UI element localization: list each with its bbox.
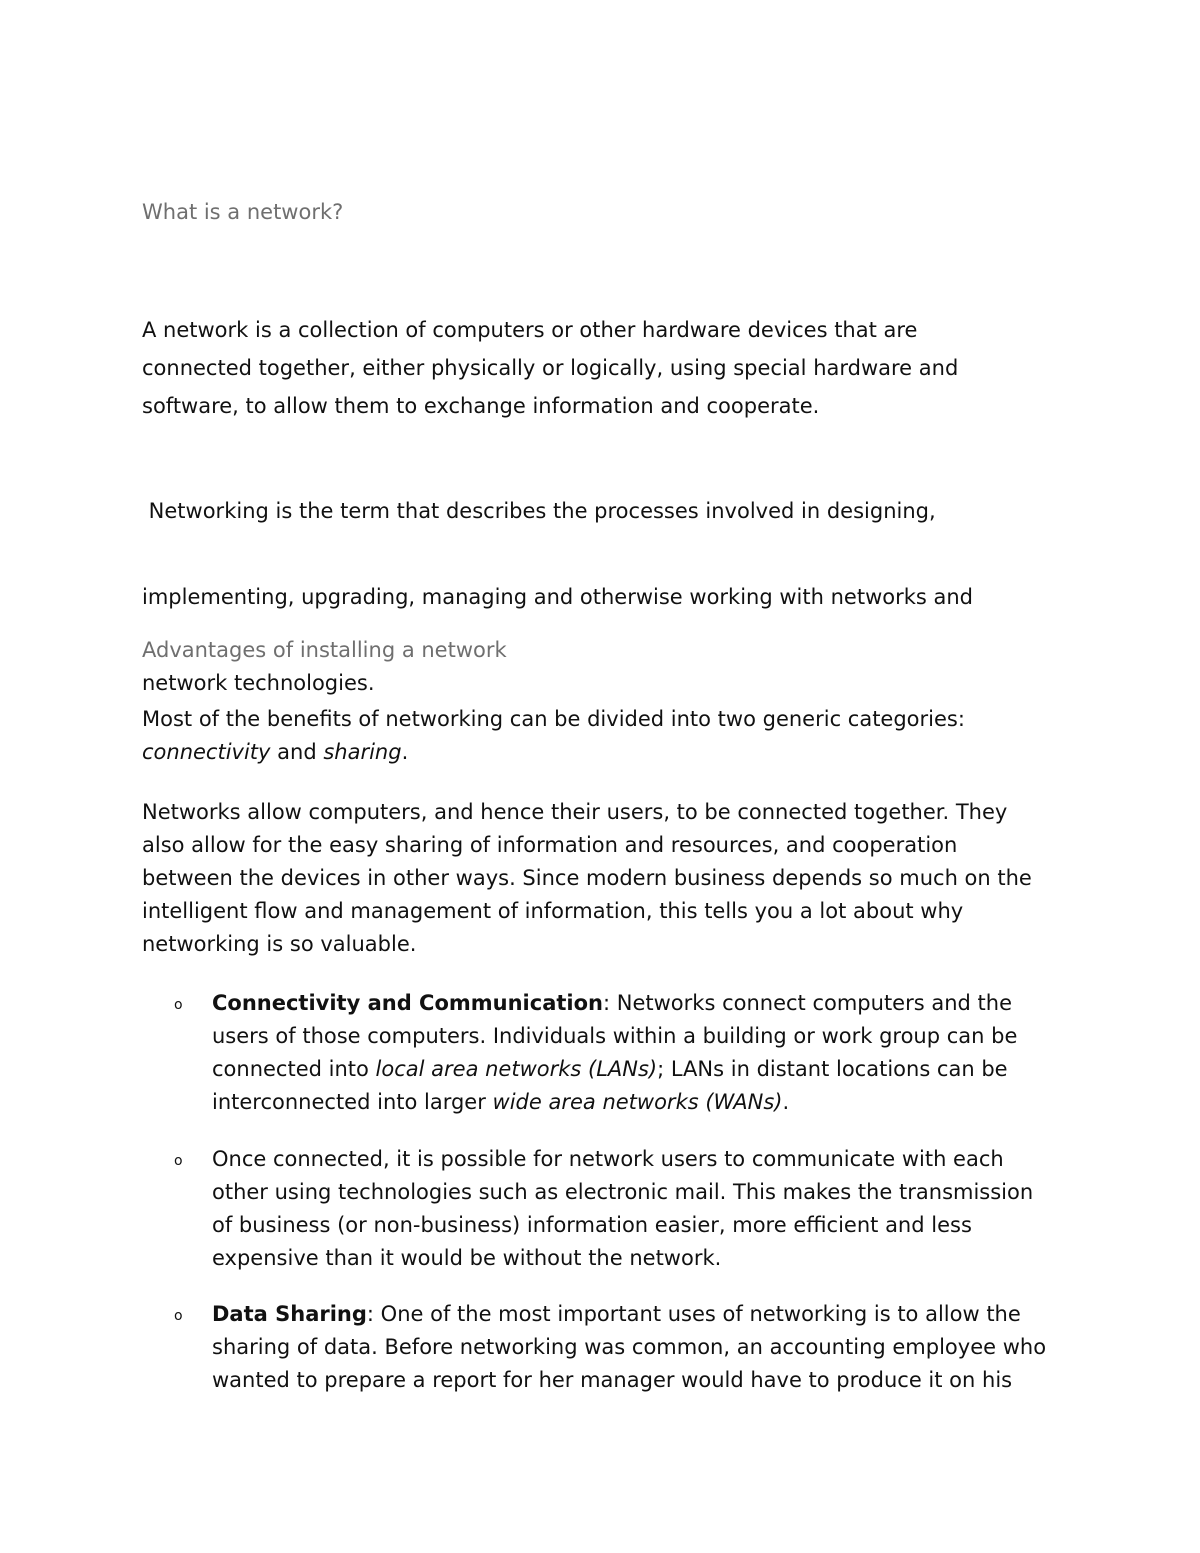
text-line [142, 736, 1072, 769]
text-line: expensive than it would be without the network. [212, 1246, 722, 1270]
text-line: other using technologies such as electronic mail. This makes the transmission [212, 1180, 1034, 1204]
paragraph-networks-allow [142, 796, 1072, 961]
text-line: also allow for the easy sharing of information and resources, and cooperation [142, 833, 958, 857]
text-line [212, 987, 1092, 1020]
text-line: between the devices in other ways. Since modern business depends so much on the [142, 866, 1032, 890]
text-segment: One of the most important uses of networking is to allow the [380, 1302, 1021, 1326]
text-line [212, 1053, 1092, 1086]
text-line: Networks allow computers, and hence their users, to be connected together. They [142, 800, 1008, 824]
heading-what-is-network: What is a network? [142, 200, 344, 224]
bullet-circle-icon: o [174, 1308, 183, 1324]
term-wans: wide area networks (WANs) [492, 1090, 783, 1114]
text-line: Once connected, it is possible for network users to communicate with each [212, 1147, 1004, 1171]
text-line: A network is a collection of computers or other hardware devices that are [142, 318, 918, 342]
text-line: of business (or non-business) information easier, more efficient and less [212, 1213, 972, 1237]
list-item-communicate [174, 1143, 1092, 1275]
text-line: Networking is the term that describes the processes involved in designing, [142, 499, 936, 523]
text-segment: . [782, 1090, 790, 1114]
list-item-data-sharing [174, 1298, 1092, 1397]
label-data-sharing: Data Sharing [212, 1302, 367, 1326]
text-line: connected together, either physically or logically, using special hardware and [142, 356, 959, 380]
colon-text: : [603, 991, 617, 1015]
label-connectivity-communication: Connectivity and Communication [212, 991, 603, 1015]
colon-text: : [366, 1302, 381, 1326]
heading-advantages: Advantages of installing a network [142, 638, 507, 662]
end-text: . [401, 740, 409, 764]
list-item-connectivity [174, 987, 1092, 1119]
text-line: Most of the benefits of networking can be divided into two generic categories: [142, 707, 965, 731]
term-connectivity: connectivity [142, 740, 271, 764]
text-line: wanted to prepare a report for her manager would have to produce it on his [212, 1368, 1013, 1392]
text-line: implementing, upgrading, managing and otherwise working with networks and [142, 585, 974, 609]
text-line: software, to allow them to exchange information and cooperate. [142, 394, 820, 418]
text-line: networking is so valuable. [142, 932, 417, 956]
paragraph-network-definition [142, 311, 1072, 425]
paragraph-benefits-intro [142, 703, 1072, 769]
joiner-text: and [270, 740, 324, 764]
text-segment: interconnected into larger [212, 1090, 493, 1114]
bullet-circle-icon: o [174, 997, 183, 1013]
text-line: sharing of data. Before networking was common, an accounting employee who [212, 1335, 1047, 1359]
term-lans: local area networks (LANs) [375, 1057, 658, 1081]
text-line [212, 1298, 1092, 1331]
text-line [212, 1086, 1092, 1119]
text-segment: ; LANs in distant locations can be [657, 1057, 1008, 1081]
bullet-circle-icon: o [174, 1153, 183, 1169]
text-segment: connected into [212, 1057, 376, 1081]
text-line: users of those computers. Individuals within a building or work group can be [212, 1024, 1018, 1048]
term-sharing: sharing [323, 740, 402, 764]
text-line: intelligent flow and management of information, this tells you a lot about why [142, 899, 964, 923]
text-segment: Networks connect computers and the [616, 991, 1012, 1015]
text-line: network technologies. [142, 671, 375, 695]
